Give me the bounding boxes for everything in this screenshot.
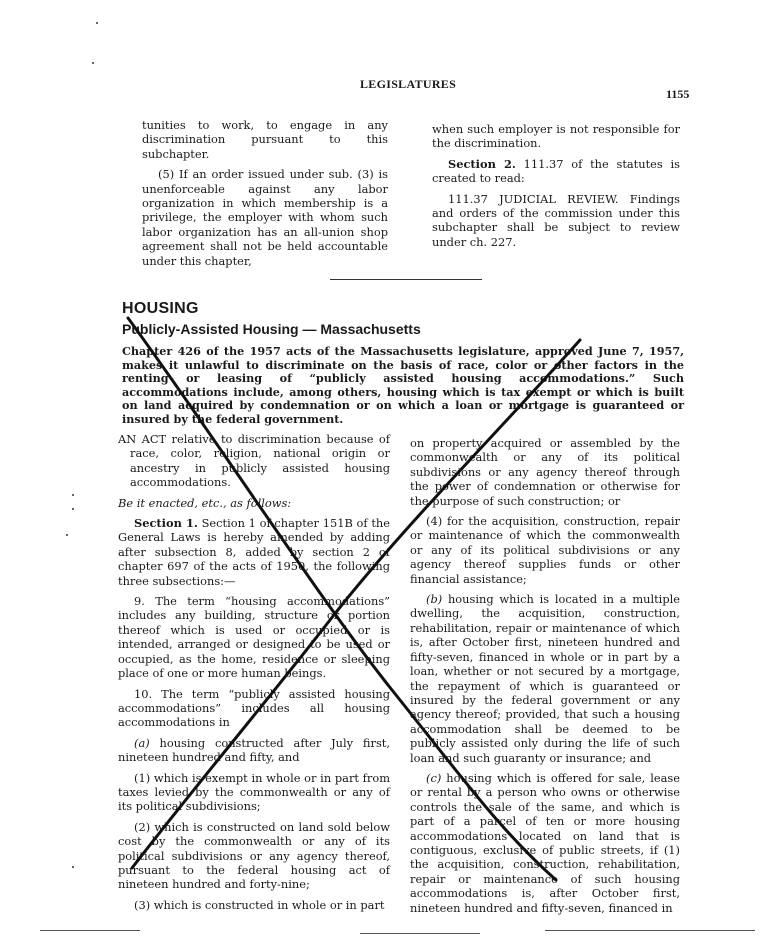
clause-c-text: housing which is offered for sale, lease or rental by a person who owns or otherwise controls the sale of the same, and which is part of a parcel of ten or more housing accommodations located on land that is contiguous, exclusive of public streets, if (1) the acquisition, construction, rehabilitation, repair or maintenance of such housing accommodations is, after October first, nineteen hundred and fifty-seven, financed in <box>410 770 680 915</box>
section-1-label: Section 1. <box>134 516 198 531</box>
top-left-paragraph-1: tunities to work, to engage in any discrimination pursuant to this subchapter. <box>142 118 388 161</box>
section-2-label: Section 2. <box>448 156 516 171</box>
item-1: (1) which is exempt in whole or in part from taxes levied by the commonwealth or any of its political subdivisions; <box>118 770 390 814</box>
scan-speck <box>72 866 74 868</box>
section-summary: Chapter 426 of the 1957 acts of the Massachusetts legislature, approved June 7, 1957, makes it unlawful to discriminate on the basis of race, color or other factors in the renting or leasing of “publicly assisted housing accommodations.” Such accommodations include, among others, housing which is tax exempt or which is built on land acquired by condemnation or on which a loan or mortgage is guaranteed or insured by the federal government. <box>122 344 684 426</box>
page-number: 1155 <box>666 87 690 101</box>
clause-a-label: (a) <box>134 735 150 750</box>
bottom-edge-rule <box>40 930 140 931</box>
definition-10: 10. The term “publicly assisted housing accommodations” includes all housing accommodations in <box>118 686 390 730</box>
top-right-paragraph-1: when such employer is not responsible for the discrimination. <box>432 122 680 151</box>
scan-speck <box>66 534 68 536</box>
judicial-review-paragraph: 111.37 JUDICIAL REVIEW. Findings and orders of the commission under this subchapter shall be subject to review under ch. 227. <box>432 191 680 249</box>
continued-paragraph: on property acquired or assembled by the commonwealth or any of its political subdivisions or any agency thereof through the power of condemnation or otherwise for the purpose of such construction; or <box>410 436 680 508</box>
clause-c-label: (c) <box>426 770 442 785</box>
scan-speck <box>72 508 74 510</box>
scan-speck <box>72 494 74 496</box>
section-subtitle: Publicly-Assisted Housing — Massachusetts <box>122 321 421 337</box>
bottom-edge-rule <box>545 930 755 931</box>
item-2: (2) which is constructed on land sold below cost by the commonwealth or any of its political subdivisions or any agency thereof, pursuant to the federal housing act of nineteen hundred and forty-nine; <box>118 819 390 892</box>
enacting-clause: Be it enacted, etc., as follows: <box>118 495 292 510</box>
scan-speck <box>96 22 98 24</box>
definition-9: 9. The term “housing accommodations” includes any building, structure or portion thereof which is used or occupied or is intended, arranged or designed to be used or occupied, as the home, residence or sleeping place of one or more human beings. <box>118 594 390 681</box>
clause-a-text: housing constructed after July first, nineteen hundred and fifty, and <box>118 735 390 765</box>
act-title: AN ACT relative to discrimination because of race, color, religion, national origin or ancestry in publicly assisted housing accommodations. <box>118 432 390 490</box>
clause-b-label: (b) <box>426 592 443 607</box>
section-1-text: Section 1 of chapter 151B of the General Laws is hereby amended by adding after subsection 8, added by section 2 of chapter 697 of the acts of 1950, the following three subsections:— <box>118 516 391 588</box>
clause-b-text: housing which is located in a multiple dwelling, the acquisition, construction, rehabilitation, repair or maintenance of which is, after October first, nineteen hundred and fifty-seven, financed in whole or in part by a loan, whether or not secured by a mortgage, the repayment of which is guaranteed or insured by the federal government or any agency thereof; provided, that such a housing accommodation shall be deemed to be publicly assisted only during the life of such loan and such guaranty or insurance; and <box>410 592 680 765</box>
item-3: (3) which is constructed in whole or in part <box>134 897 385 912</box>
item-4: (4) for the acquisition, construction, repair or maintenance of which the commonwealth or any of its political subdivisions or any agency thereof supplies funds or other financial assistance; <box>410 514 680 586</box>
section-2-text: 111.37 of the statutes is created to read: <box>432 156 681 186</box>
section-title: HOUSING <box>122 300 199 317</box>
top-left-paragraph-2: (5) If an order issued under sub. (3) is unenforceable against any labor organization in which membership is a privilege, the employer with whom such labor organization has an all-union shop agreement shall not be held accountable under this chapter, <box>142 167 388 268</box>
running-head: LEGISLATURES <box>360 77 457 91</box>
bottom-edge-rule <box>360 933 480 934</box>
cross-out-stroke-descending <box>128 318 556 880</box>
scan-speck <box>92 62 94 64</box>
